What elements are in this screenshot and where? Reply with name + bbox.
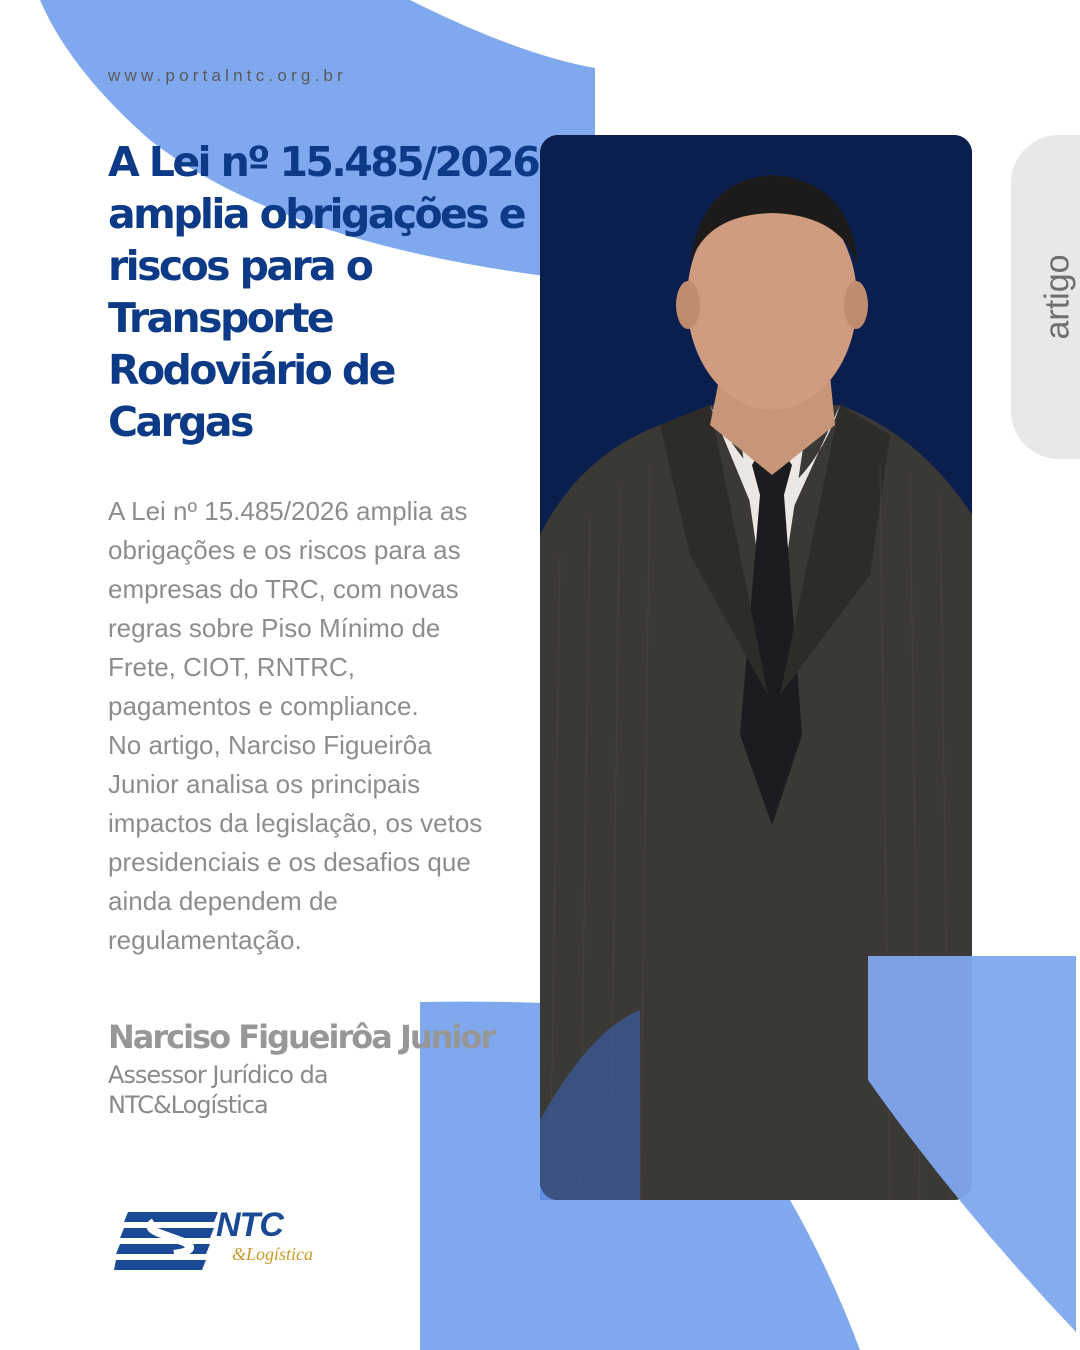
logo-name: NTC	[216, 1206, 283, 1244]
right-ear	[844, 281, 868, 329]
summary-line: Junior analisa os principais	[108, 769, 421, 799]
portrait-illustration	[540, 135, 972, 1200]
summary-line: A Lei nº 15.485/2026 amplia as	[108, 496, 468, 526]
summary-line: impactos da legislação, os vetos	[108, 808, 483, 838]
summary-line: ainda dependem de	[108, 886, 338, 916]
site-url[interactable]: www.portalntc.org.br	[108, 66, 347, 85]
summary-line: regulamentação.	[108, 925, 302, 955]
author-photo	[540, 135, 972, 1200]
logo-stripe	[116, 1244, 210, 1254]
logo-stripe	[124, 1212, 218, 1222]
summary-line: empresas do TRC, com novas	[108, 574, 459, 604]
article-title: A Lei nº 15.485/2026 amplia obrigações e riscos para o Transporte Rodoviário de Cargas	[108, 138, 539, 446]
left-ear	[676, 281, 700, 329]
summary-line: presidenciais e os desafios que	[108, 847, 471, 877]
category-tag-label: artigo	[1038, 254, 1077, 340]
author-role: Assessor Jurídico da NTC&Logística	[108, 1061, 328, 1119]
summary-line: regras sobre Piso Mínimo de	[108, 613, 441, 643]
author-name: Narciso Figueirôa Junior	[108, 1018, 495, 1056]
summary-line: Frete, CIOT, RNTRC,	[108, 652, 356, 682]
summary-line: obrigações e os riscos para as	[108, 535, 461, 565]
logo-stripe	[114, 1260, 206, 1270]
summary-line: No artigo, Narciso Figueirôa	[108, 730, 432, 760]
summary-line: pagamentos e compliance.	[108, 691, 419, 721]
logo-subtitle: &Logística	[232, 1244, 314, 1264]
article-summary	[108, 492, 528, 960]
